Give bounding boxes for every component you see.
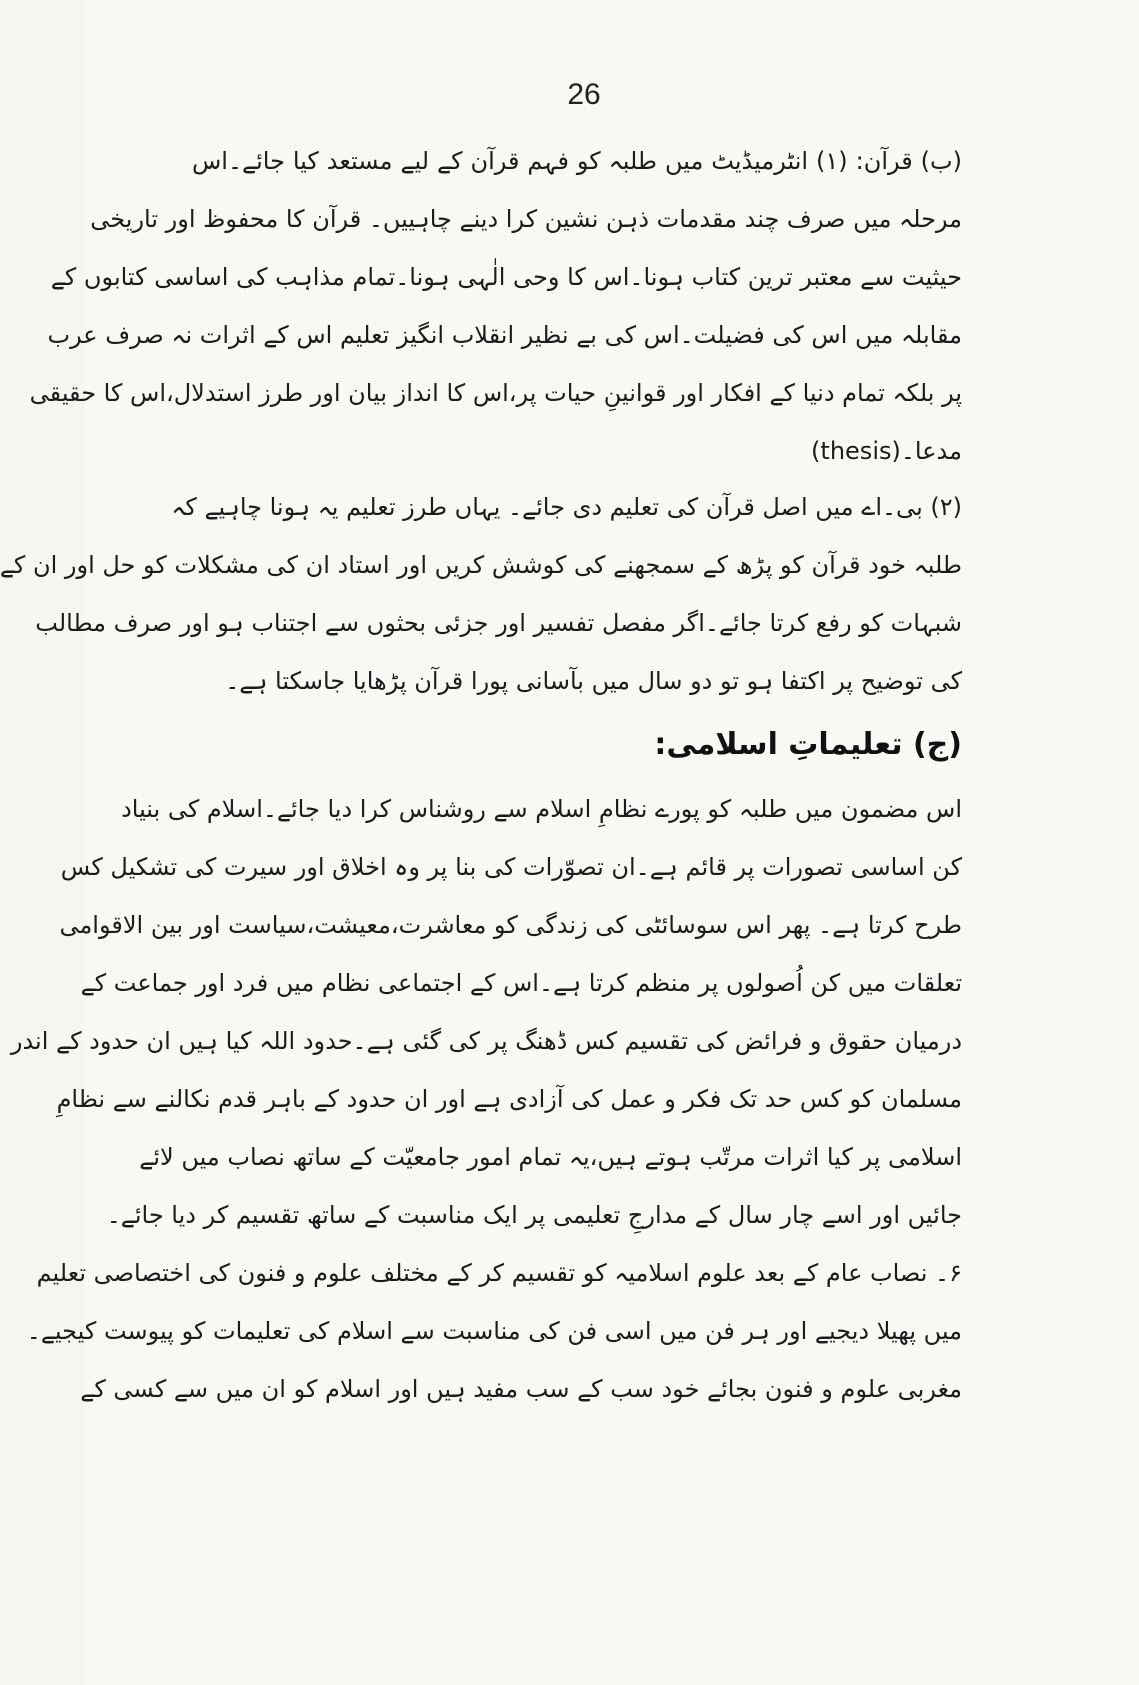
text-line: مرحلہ میں صرف چند مقدمات ذہن نشین کرا دینے چاہییں۔ قرآن کا محفوظ اور تاریخی [90,205,962,233]
text-line: جائیں اور اسے چار سال کے مدارجِ تعلیمی پر ایک مناسبت کے ساتھ تقسیم کر دیا جائے۔ [106,1201,962,1229]
text-line: مدعا۔(thesis) [811,437,962,465]
text-line: میں پھیلا دیجیے اور ہر فن میں اسی فن کی مناسبت سے اسلام کی تعلیمات کو پیوست کیجیے۔ [26,1317,962,1345]
paragraph-quran-intermediate [29,132,962,480]
text-line: طلبہ خود قرآن کو پڑھ کے سمجھنے کی کوشش کریں اور استاد ان کی مشکلات کو حل اور ان کے [0,551,962,579]
page-number: 26 [567,78,601,111]
text-line: مغربی علوم و فنون بجائے خود سب کے سب مفید ہیں اور اسلام کو ان میں سے کسی کے [80,1375,962,1403]
text-line: درمیان حقوق و فرائض کی تقسیم کس ڈھنگ پر کی گئی ہے۔حدود اللہ کیا ہیں ان حدود کے اندر [10,1027,962,1055]
text-line: مقابلہ میں اس کی فضیلت۔اس کی بے نظیر انقلاب انگیز تعلیم اس کے اثرات نہ صرف عرب [47,321,962,349]
text-line: کن اساسی تصورات پر قائم ہے۔ان تصوّرات کی بنا پر وہ اخلاق اور سیرت کی تشکیل کس [60,853,962,881]
section-heading: (ج) تعلیماتِ اسلامی: [654,727,962,762]
paragraph-quran-ba [0,478,962,710]
text-line: کی توضیح پر اکتفا ہو تو دو سال میں بآسانی پورا قرآن پڑھایا جاسکتا ہے۔ [225,667,962,695]
text-line: (ب) قرآن: (۱) انٹرمیڈیٹ میں طلبہ کو فہم قرآن کے لیے مستعد کیا جائے۔اس [192,147,962,175]
text-line: حیثیت سے معتبر ترین کتاب ہونا۔اس کا وحی الٰہی ہونا۔تمام مذاہب کی اساسی کتابوں کے [50,263,962,291]
text-line: (۲) بی۔اے میں اصل قرآن کی تعلیم دی جائے۔ یہاں طرز تعلیم یہ ہونا چاہیے کہ [171,493,962,521]
paragraph-point-6 [26,1244,962,1418]
text-line: مسلمان کو کس حد تک فکر و عمل کی آزادی ہے اور ان حدود کے باہر قدم نکالنے سے نظامِ [56,1085,962,1113]
text-line: اس مضمون میں طلبہ کو پورے نظامِ اسلام سے روشناس کرا دیا جائے۔اسلام کی بنیاد [121,795,962,823]
paragraph-islamiat [10,780,962,1244]
text-line: اسلامی پر کیا اثرات مرتّب ہوتے ہیں،یہ تمام امور جامعیّت کے ساتھ نصاب میں لائے [139,1143,962,1171]
text-line: طرح کرتا ہے۔ پھر اس سوسائٹی کی زندگی کو معاشرت،معیشت،سیاست اور بین الاقوامی [59,911,962,939]
text-line: پر بلکہ تمام دنیا کے افکار اور قوانینِ حیات پر،اس کا انداز بیان اور طرز استدلال،اس کا حقیقی [29,379,962,407]
text-line: تعلقات میں کن اُصولوں پر منظم کرتا ہے۔اس کے اجتماعی نظام میں فرد اور جماعت کے [80,969,962,997]
text-line: ۶۔ نصاب عام کے بعد علوم اسلامیہ کو تقسیم کر کے مختلف علوم و فنون کی اختصاصی تعلیم [36,1259,962,1287]
text-line: شبہات کو رفع کرتا جائے۔اگر مفصل تفسیر اور جزئی بحثوں سے اجتناب ہو اور صرف مطالب [35,609,962,637]
